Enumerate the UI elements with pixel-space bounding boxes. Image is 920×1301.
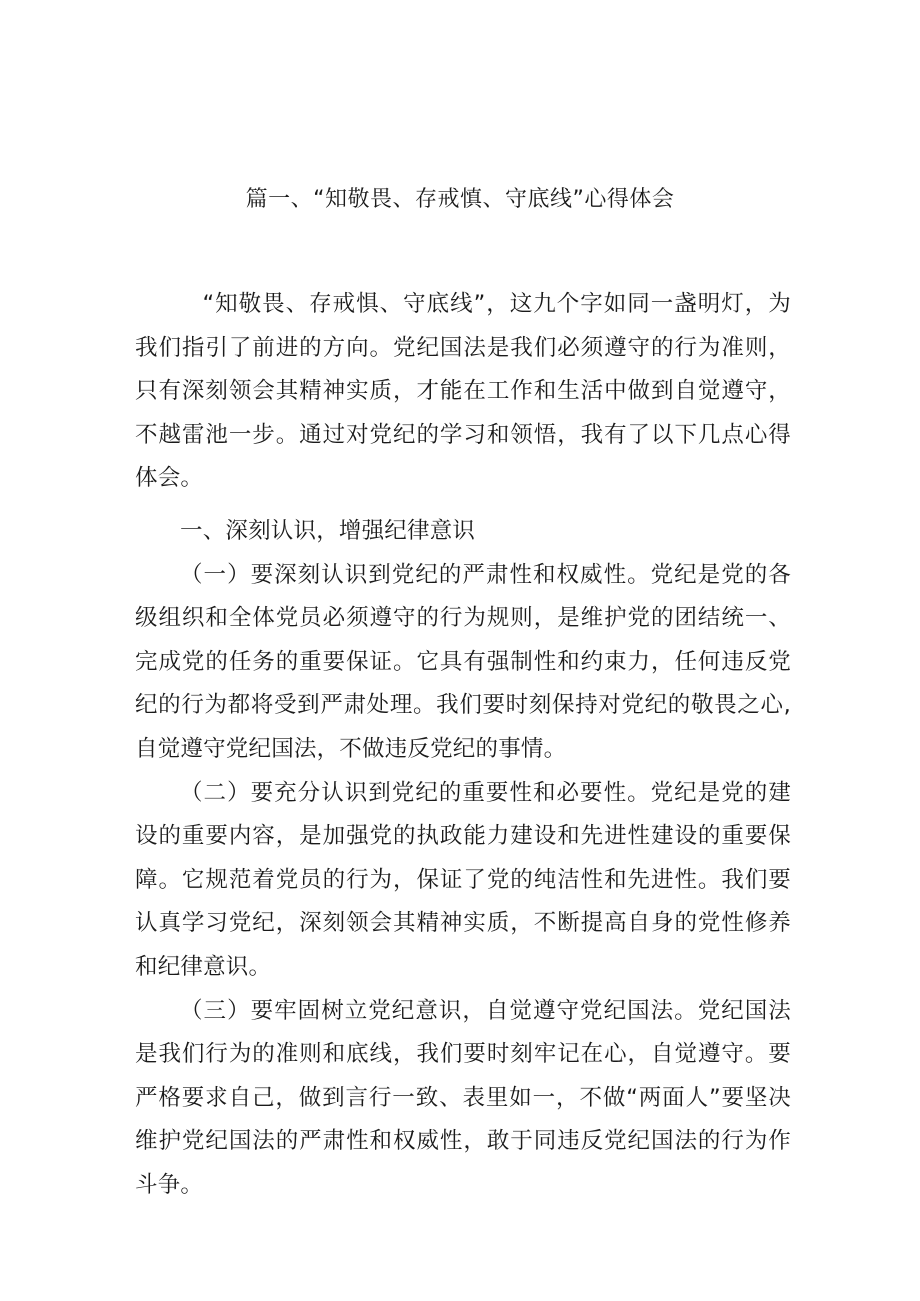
section-heading: 一、深刻认识，增强纪律意识	[180, 517, 476, 544]
document-title: 篇一、“知敬畏、存戒慎、守底线”心得体会	[245, 187, 675, 212]
paragraph-point-2: （二）要充分认识到党纪的重要性和必要性。党纪是党的建设的重要内容，是加强党的执政能力建设和先进性建设的重要保障。它规范着党员的行为，保证了党的纯洁性和先进性。我们要认真学习党纪，深刻领会其精神实质，不断提高自身的党性修养和纪律意识。	[135, 779, 791, 980]
document-body	[135, 283, 791, 1207]
paragraph-point-1: （一）要深刻认识到党纪的严肃性和权威性。党纪是党的各级组织和全体党员必须遵守的行为规则，是维护党的团结统一、完成党的任务的重要保证。它具有强制性和约束力，任何违反党纪的行为都将受到严肃处理。我们要时刻保持对党纪的敬畏之心,自觉遵守党纪国法，不做违反党纪的事情。	[135, 561, 791, 762]
intro-paragraph: “知敬畏、存戒惧、守底线”，这九个字如同一盏明灯，为我们指引了前进的方向。党纪国法是我们必须遵守的行为准则，只有深刻领会其精神实质，才能在工作和生活中做到自觉遵守，不越雷池一步。通过对党纪的学习和领悟，我有了以下几点心得体会。	[135, 291, 791, 492]
paragraph-point-3: （三）要牢固树立党纪意识，自觉遵守党纪国法。党纪国法是我们行为的准则和底线，我们要时刻牢记在心，自觉遵守。要严格要求自己，做到言行一致、表里如一，不做“两面人”要坚决维护党纪国法的严肃性和权威性，敢于同违反党纪国法的行为作斗争。	[135, 997, 791, 1198]
